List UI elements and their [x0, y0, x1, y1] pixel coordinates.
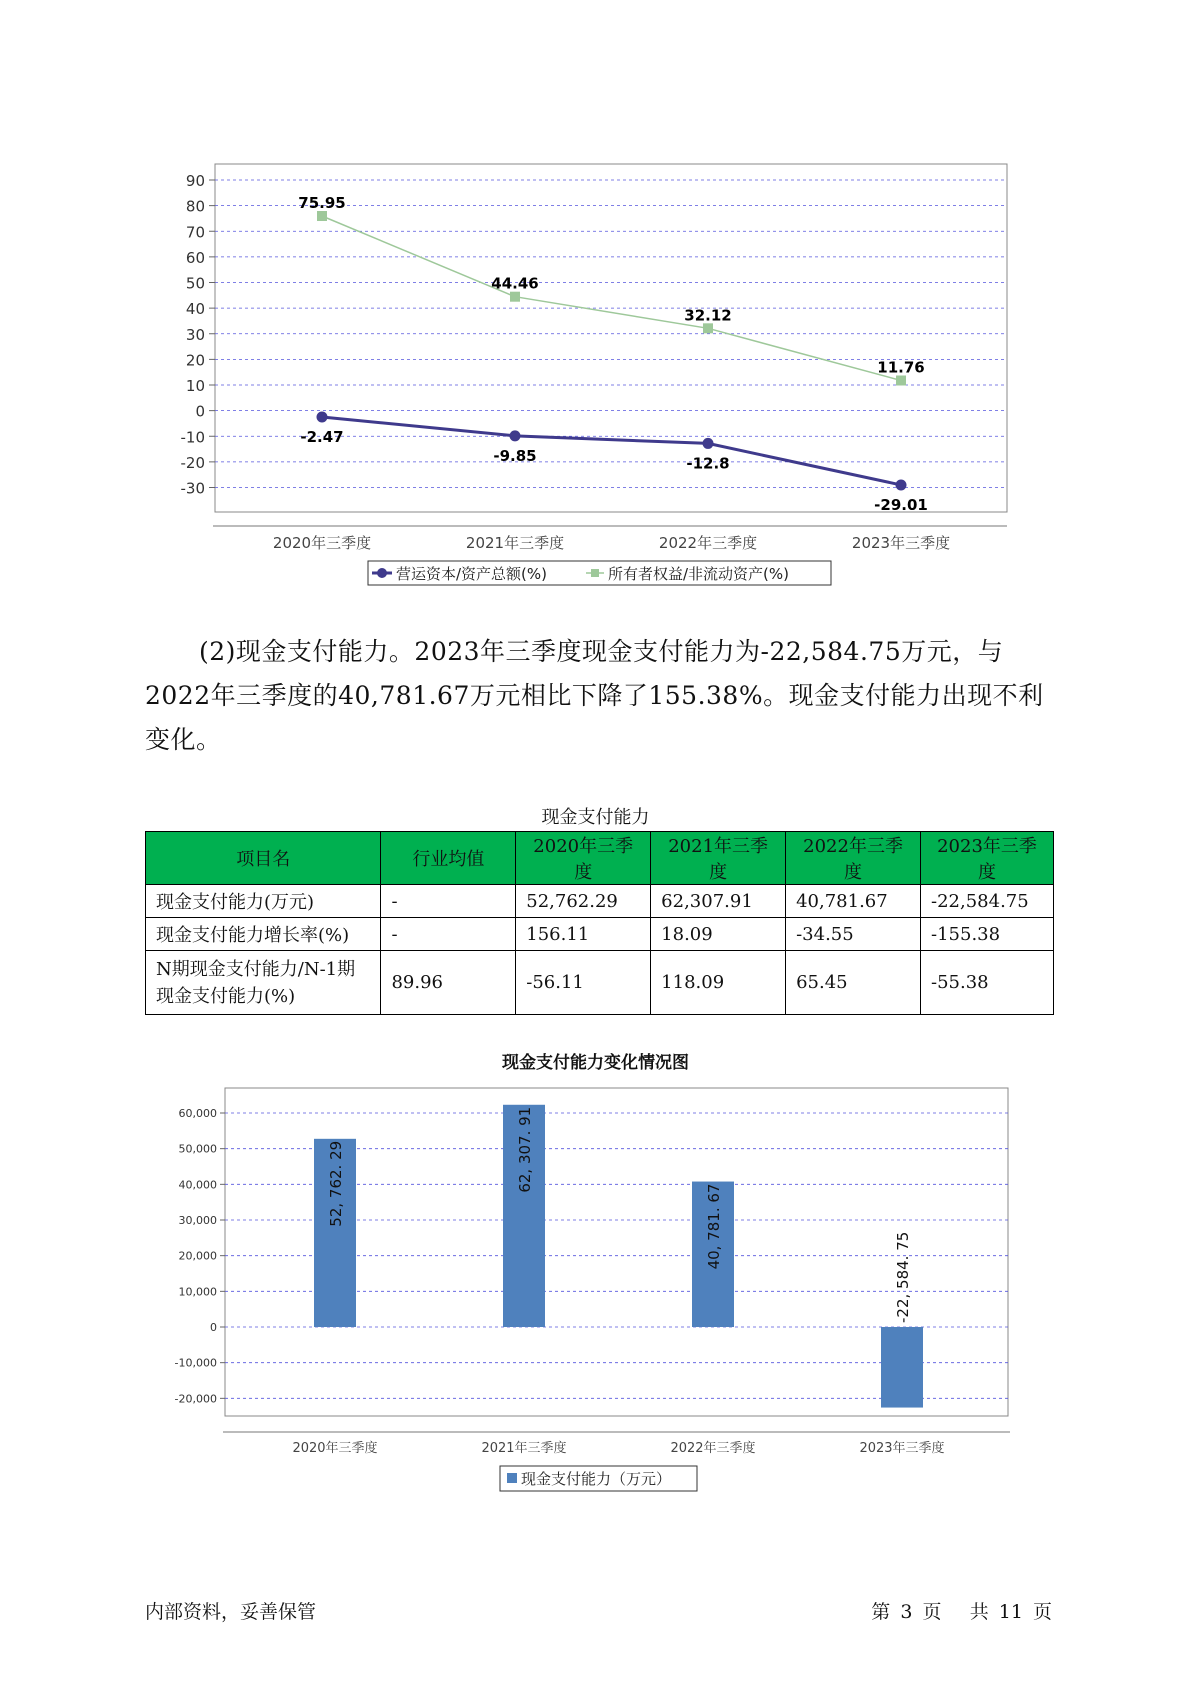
table-header-row [146, 832, 1054, 885]
table-cell: -34.55 [786, 918, 921, 951]
header-cell: 2023年三季度 [921, 832, 1054, 885]
data-point [896, 479, 907, 490]
data-label: 32.12 [684, 306, 732, 325]
bar-value-label: 40, 781. 67 [705, 1183, 723, 1270]
y-tick-label: 0 [210, 1321, 217, 1334]
bar-value-label: 52, 762. 29 [327, 1140, 345, 1227]
y-tick-label: 60,000 [178, 1107, 217, 1120]
x-tick-label: 2023年三季度 [859, 1441, 945, 1456]
header-cell: 2022年三季度 [786, 832, 921, 885]
total-prefix: 共 [969, 1601, 989, 1623]
table-cell: 89.96 [381, 951, 516, 1015]
table-cell: - [381, 918, 516, 951]
x-tick-label: 2020年三季度 [292, 1441, 378, 1456]
y-tick-label: 10 [185, 377, 205, 395]
y-tick-label: 30,000 [178, 1214, 217, 1227]
page-suffix: 页 [922, 1601, 942, 1623]
legend-point-marker [591, 569, 599, 577]
data-point [317, 411, 328, 422]
table-cell: -56.11 [516, 951, 651, 1015]
table-cell: 40,781.67 [786, 885, 921, 918]
bar-value-label: -22, 584. 75 [894, 1231, 912, 1323]
x-tick-label: 2022年三季度 [670, 1441, 756, 1456]
y-tick-label: -10 [180, 428, 205, 447]
table-cell: -22,584.75 [921, 885, 1054, 918]
data-label: 11.76 [877, 358, 925, 377]
x-tick-label: 2022年三季度 [658, 534, 758, 552]
data-label: -2.47 [300, 427, 344, 446]
table-cell: 现金支付能力增长率(%) [146, 918, 381, 951]
x-tick-label: 2021年三季度 [481, 1441, 567, 1456]
bar-chart-title: 现金支付能力变化情况图 [502, 1053, 689, 1073]
legend-label: 所有者权益/非流动资产(%) [608, 565, 790, 583]
y-tick-label: 60 [185, 248, 205, 267]
table-row [146, 918, 1054, 951]
y-tick-label: 20,000 [178, 1249, 217, 1263]
y-tick-label: -30 [180, 479, 205, 498]
bar-value-label: 62, 307. 91 [516, 1106, 534, 1193]
legend-point-marker [377, 568, 387, 578]
table-cell: -55.38 [921, 951, 1054, 1015]
table-cell: -155.38 [921, 918, 1054, 951]
table-cell: N期现金支付能力/N-1期现金支付能力(%) [146, 951, 381, 1015]
table-cell: 18.09 [651, 918, 786, 951]
x-tick-label: 2023年三季度 [851, 534, 951, 552]
total-suffix: 页 [1032, 1601, 1052, 1623]
table-cell: 156.11 [516, 918, 651, 951]
legend-marker [507, 1473, 517, 1483]
chart-legend [500, 1466, 697, 1491]
x-tick-label: 2021年三季度 [465, 534, 565, 552]
cash-payment-table [145, 831, 1054, 1015]
data-point [896, 375, 906, 385]
data-point [703, 438, 714, 449]
y-tick-label: 50,000 [178, 1142, 217, 1156]
data-label: -29.01 [874, 495, 928, 514]
data-point [703, 323, 713, 333]
table-cell: - [381, 885, 516, 918]
data-point [317, 211, 327, 221]
page-prefix: 第 [871, 1601, 891, 1623]
data-point [510, 292, 520, 302]
y-tick-label: 40 [185, 300, 205, 319]
y-tick-label: 30 [185, 325, 205, 344]
plot-area [215, 164, 1007, 512]
cash-payment-bar-chart [0, 1080, 1191, 1500]
header-cell: 项目名 [146, 832, 381, 885]
cash-payment-paragraph [145, 630, 1060, 762]
footer-page-info [869, 1597, 1054, 1624]
data-point [510, 430, 521, 441]
header-cell: 2021年三季度 [651, 832, 786, 885]
data-label: 75.95 [298, 194, 346, 213]
bar [881, 1327, 923, 1408]
legend-label: 营运资本/资产总额(%) [396, 565, 548, 583]
y-tick-label: 10,000 [178, 1285, 217, 1299]
y-tick-label: 90 [185, 172, 205, 190]
data-label: -9.85 [493, 446, 537, 465]
y-tick-label: 70 [185, 223, 205, 242]
legend-label: 现金支付能力（万元） [521, 1470, 672, 1488]
data-label: -12.8 [686, 454, 730, 473]
table-title: 现金支付能力 [541, 807, 650, 828]
y-tick-label: 50 [185, 274, 205, 293]
table-row [146, 951, 1054, 1015]
chart-legend [368, 561, 831, 585]
y-tick-label: -20 [180, 453, 205, 472]
x-tick-label: 2020年三季度 [272, 534, 372, 552]
y-tick-label: 80 [185, 197, 205, 216]
y-tick-label: -10,000 [174, 1356, 217, 1370]
data-label: 44.46 [491, 274, 539, 293]
ratio-line-chart [0, 150, 1191, 600]
table-cell: 52,762.29 [516, 885, 651, 918]
y-tick-label: -20,000 [174, 1392, 217, 1406]
paragraph-text: (2)现金支付能力。2023年三季度现金支付能力为-22,584.75万元，与2022年三季度的40,781.67万元相比下降了155.38%。现金支付能力出现不利变化。 [145, 637, 1044, 754]
table-cell: 62,307.91 [651, 885, 786, 918]
y-tick-label: 40,000 [178, 1178, 217, 1192]
y-tick-label: 0 [195, 402, 205, 421]
footer-confidential: 内部资料，妥善保管 [145, 1601, 317, 1623]
y-tick-label: 20 [185, 351, 205, 370]
table-cell: 现金支付能力(万元) [146, 885, 381, 918]
page-number: 3 [900, 1601, 913, 1623]
table-row [146, 885, 1054, 918]
table-cell: 65.45 [786, 951, 921, 1015]
table-cell: 118.09 [651, 951, 786, 1015]
header-cell: 2020年三季度 [516, 832, 651, 885]
header-cell: 行业均值 [381, 832, 516, 885]
total-pages: 11 [998, 1601, 1023, 1623]
